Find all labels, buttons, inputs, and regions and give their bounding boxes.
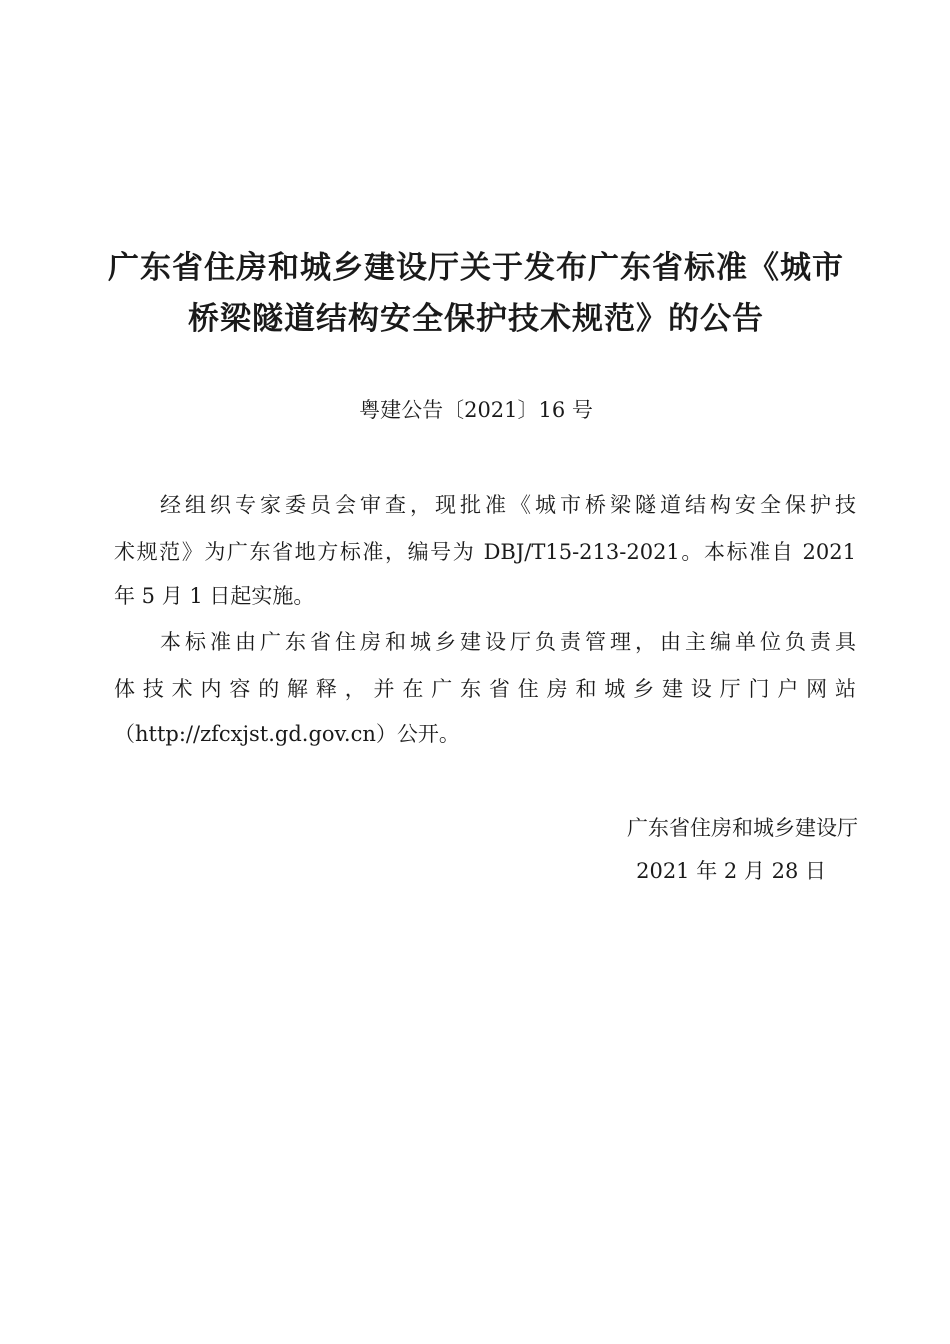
paragraph-1-line-3: 年 5 月 1 日起实施。 bbox=[114, 584, 315, 608]
paragraph-1-line-1: 经组织专家委员会审查，现批准《城市桥梁隧道结构安全保护技 bbox=[160, 493, 856, 517]
paragraph-1-line-2: 术规范》为广东省地方标准，编号为 DBJ/T15-213-2021。本标准自 2021 bbox=[114, 540, 856, 564]
signature-date: 2021 年 2 月 28 日 bbox=[636, 859, 826, 883]
paragraph-2-line-1: 本标准由广东省住房和城乡建设厅负责管理，由主编单位负责具 bbox=[160, 630, 856, 654]
announcement-title-line-2: 桥梁隧道结构安全保护技术规范》的公告 bbox=[188, 301, 764, 337]
announcement-title-line-1: 广东省住房和城乡建设厅关于发布广东省标准《城市 bbox=[108, 250, 844, 286]
paragraph-2-line-3: （http://zfcxjst.gd.gov.cn）公开。 bbox=[114, 722, 460, 746]
paragraph-2-line-2: 体技术内容的解释，并在广东省住房和城乡建设厅门户网站 bbox=[114, 677, 856, 701]
document-number: 粤建公告〔2021〕16 号 bbox=[359, 398, 593, 422]
signature-organization: 广东省住房和城乡建设厅 bbox=[627, 816, 858, 840]
